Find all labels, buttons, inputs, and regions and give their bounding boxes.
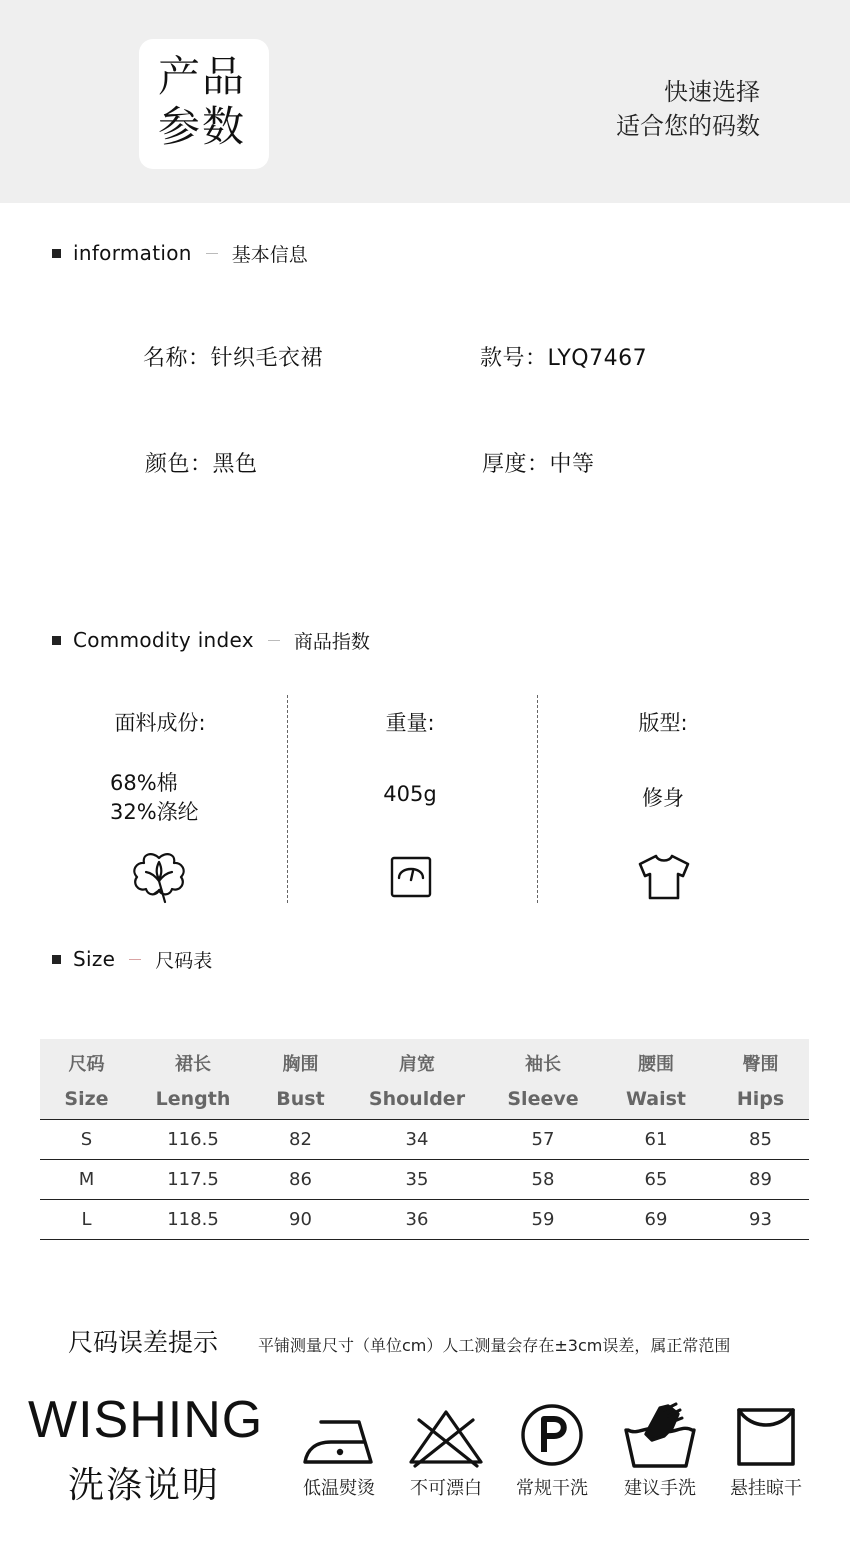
table-cell: 34 xyxy=(348,1119,486,1159)
table-cell: 89 xyxy=(712,1159,809,1199)
care-label: 常规干洗 xyxy=(516,1478,588,1499)
tshirt-icon xyxy=(637,854,691,904)
divider-dashed xyxy=(537,695,538,903)
table-cell: 93 xyxy=(712,1199,809,1239)
hang-dry-icon xyxy=(711,1400,821,1470)
table-cell: 85 xyxy=(712,1119,809,1159)
header-cell: Shoulder xyxy=(348,1079,486,1119)
header-cell: Length xyxy=(133,1079,253,1119)
table-row xyxy=(40,1119,809,1159)
table-cell: 58 xyxy=(486,1159,600,1199)
tagline-line-2: 适合您的码数 xyxy=(616,112,760,140)
heading-en: Size xyxy=(73,947,116,971)
header-cell: 腰围 xyxy=(600,1039,712,1079)
heading-dash xyxy=(129,959,141,960)
size-error-title: 尺码误差提示 xyxy=(68,1328,219,1357)
index-value-line: 68%棉 xyxy=(110,771,178,795)
washing-title: 洗涤说明 xyxy=(68,1465,221,1506)
index-value-line: 405g xyxy=(383,782,437,806)
tagline-line-1: 快速选择 xyxy=(664,78,760,106)
heading-dash xyxy=(206,253,218,254)
table-cell: 57 xyxy=(486,1119,600,1159)
title-line-2: 参数 xyxy=(158,102,247,151)
product-color: 颜色：黑色 xyxy=(145,452,258,477)
table-cell: 82 xyxy=(253,1119,348,1159)
hand-wash-icon xyxy=(605,1400,715,1470)
table-header-row-cn xyxy=(40,1039,809,1079)
table-cell: 61 xyxy=(600,1119,712,1159)
no-bleach-icon xyxy=(391,1400,501,1470)
header-cell: 袖长 xyxy=(486,1039,600,1079)
title-badge xyxy=(139,39,269,169)
low-iron-icon xyxy=(284,1400,394,1470)
size-chart-table xyxy=(40,1039,809,1240)
table-cell: 86 xyxy=(253,1159,348,1199)
table-cell: 118.5 xyxy=(133,1199,253,1239)
table-cell: L xyxy=(40,1199,133,1239)
size-error-text: 平铺测量尺寸（单位cm）人工测量会存在±3cm误差，属正常范围 xyxy=(258,1336,731,1355)
table-cell: M xyxy=(40,1159,133,1199)
table-cell: 116.5 xyxy=(133,1119,253,1159)
bullet-square xyxy=(52,636,61,645)
header-cell: Bust xyxy=(253,1079,348,1119)
heading-cn: 商品指数 xyxy=(293,630,370,653)
table-cell: 90 xyxy=(253,1199,348,1239)
table-cell: 35 xyxy=(348,1159,486,1199)
table-cell: 69 xyxy=(600,1199,712,1239)
table-header-row-en xyxy=(40,1079,809,1119)
cotton-icon xyxy=(130,850,188,910)
heading-cn: 尺码表 xyxy=(155,949,213,972)
scale-icon xyxy=(390,856,432,902)
header-cell: 尺码 xyxy=(40,1039,133,1079)
heading-dash xyxy=(268,640,280,641)
header-cell: Size xyxy=(40,1079,133,1119)
heading-en: information xyxy=(73,241,192,265)
brand-wordmark: WISHING xyxy=(28,1391,264,1449)
header-cell: Hips xyxy=(712,1079,809,1119)
table-cell: 117.5 xyxy=(133,1159,253,1199)
header-cell: 胸围 xyxy=(253,1039,348,1079)
dry-clean-icon xyxy=(497,1400,607,1470)
header-cell: 臀围 xyxy=(712,1039,809,1079)
index-value-line: 32%涤纶 xyxy=(110,800,199,824)
divider-dashed xyxy=(287,695,288,903)
care-label: 建议手洗 xyxy=(624,1478,696,1499)
style-number: 款号：LYQ7467 xyxy=(480,346,648,371)
header-cell: Waist xyxy=(600,1079,712,1119)
table-row xyxy=(40,1159,809,1199)
care-label: 低温熨烫 xyxy=(303,1478,375,1499)
table-cell: 59 xyxy=(486,1199,600,1239)
bullet-square xyxy=(52,249,61,258)
table-cell: S xyxy=(40,1119,133,1159)
index-value-line: 修身 xyxy=(642,786,684,810)
index-title: 版型: xyxy=(638,711,688,735)
header-cell: 裙长 xyxy=(133,1039,253,1079)
header-cell: Sleeve xyxy=(486,1079,600,1119)
care-label: 悬挂晾干 xyxy=(730,1478,802,1499)
table-cell: 36 xyxy=(348,1199,486,1239)
bullet-square xyxy=(52,955,61,964)
commodity-index-heading xyxy=(52,627,370,653)
product-thickness: 厚度：中等 xyxy=(482,452,595,477)
header-banner xyxy=(0,0,850,203)
header-cell: 肩宽 xyxy=(348,1039,486,1079)
index-title: 重量: xyxy=(385,711,435,735)
table-row xyxy=(40,1199,809,1239)
size-heading xyxy=(52,946,212,972)
care-label: 不可漂白 xyxy=(410,1478,482,1499)
heading-en: Commodity index xyxy=(73,628,254,652)
information-heading xyxy=(52,240,308,266)
title-line-1: 产品 xyxy=(158,52,247,101)
heading-cn: 基本信息 xyxy=(231,243,308,266)
table-cell: 65 xyxy=(600,1159,712,1199)
product-name: 名称：针织毛衣裙 xyxy=(143,346,324,371)
index-title: 面料成份: xyxy=(114,711,206,735)
